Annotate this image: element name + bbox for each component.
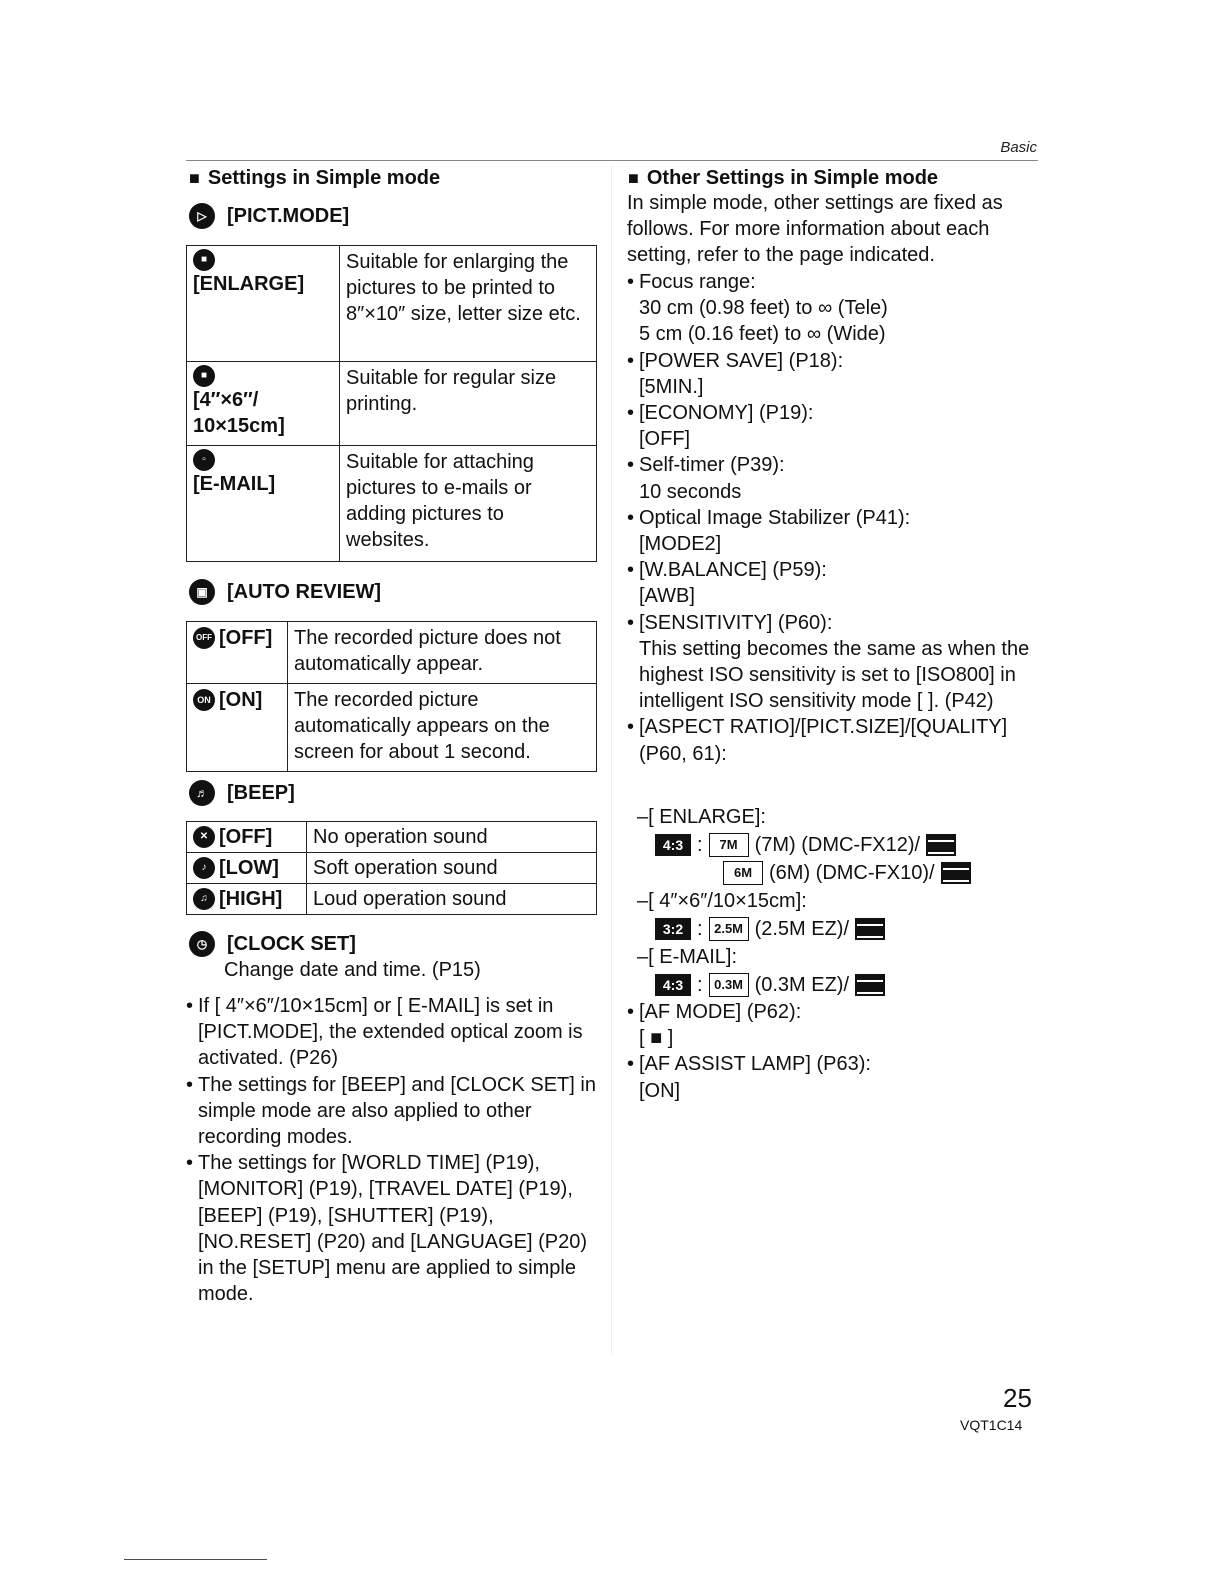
list-item: • The settings for [BEEP] and [CLOCK SET] in simple mode are also applied to other recording modes. [186,1072,598,1151]
ratio-badge: 4:3 [655,974,691,996]
beep-heading: ♬ [BEEP] [189,780,295,806]
auto-review-icon: ▣ [189,579,215,605]
email-icon: ▫ [193,449,215,471]
table-row: ✕ [OFF] No operation sound [187,822,597,853]
quality-fine-icon [926,834,956,856]
on-icon: ON [193,689,215,711]
right-intro: In simple mode, other settings are fixed as follows. For more information about each setting, refer to the page indicated. [627,192,1003,266]
right-settings-list-2 [627,999,1037,1104]
table-row: ■ [ENLARGE] Suitable for enlarging the pictures to be printed to 8″×10″ size, letter size etc. [187,246,597,362]
list-item: • [POWER SAVE] (P18): [5MIN.] [627,348,1037,400]
size-icon: 0.3M [709,973,749,997]
quality-standard-icon [855,974,885,996]
enlarge-line: –[ ENLARGE]: [637,806,766,828]
list-item: • [AF ASSIST LAMP] (P63): [ON] [627,1051,1037,1103]
enlarge-row-2: 6M (6M) (DMC-FX10)/ [637,859,1037,887]
list-item: • Focus range: 30 cm (0.98 feet) to ∞ (Tele) 5 cm (0.16 feet) to ∞ (Wide) [627,269,1037,348]
sound-off-icon: ✕ [193,826,215,848]
email-row: 4:3 : 0.3M (0.3M EZ)/ [637,971,1037,999]
enlarge-icon: ■ [193,249,215,271]
quality-standard-icon [855,918,885,940]
pict-mode-icon: ▷ [189,203,215,229]
section-label: Basic [1000,139,1037,156]
list-item: • [ECONOMY] (P19): [OFF] [627,400,1037,452]
auto-review-table [186,621,597,772]
clock-icon: ◷ [189,931,215,957]
sound-high-icon: ♫ [193,888,215,910]
header-rule [186,160,1038,161]
quality-fine-icon [941,862,971,884]
auto-review-heading: ▣ [AUTO REVIEW] [189,579,381,605]
size-icon: 2.5M [709,917,749,941]
bottom-rule [124,1559,267,1560]
table-row: ON [ON] The recorded picture automatically appears on the screen for about 1 second. [187,684,597,772]
ratio-badge: 4:3 [655,834,691,856]
sound-low-icon: ♪ [193,857,215,879]
off-icon: OFF [193,627,215,649]
list-item: • [W.BALANCE] (P59): [AWB] [627,557,1037,609]
beep-icon: ♬ [189,780,215,806]
left-section-title: ■ Settings in Simple mode [189,167,440,190]
enlarge-row-1: 4:3 : 7M (7M) (DMC-FX12)/ [637,831,1037,859]
list-item: • The settings for [WORLD TIME] (P19), [MONITOR] (P19), [TRAVEL DATE] (P19), [BEEP] (P19), [SHUTTER] (P19), [NO.RESET] (P20) and [LANGUAGE] (P20) in the [SETUP] menu are applied to simple mode. [186,1150,598,1307]
list-item: • If [ 4″×6″/10×15cm] or [ E-MAIL] is set in [PICT.MODE], the extended optical zoom is activated. (P26) [186,993,598,1072]
table-row: ▫ [E-MAIL] Suitable for attaching pictures to e-mails or adding pictures to websites. [187,446,597,562]
document-code: VQT1C14 [960,1417,1023,1433]
print-row: 3:2 : 2.5M (2.5M EZ)/ [637,915,1037,943]
clock-set-desc: Change date and time. (P15) [224,959,481,981]
right-section-title: ■ Other Settings in Simple mode [628,167,938,190]
beep-table [186,821,597,915]
left-notes [186,993,598,1307]
print-line: –[ 4″×6″/10×15cm]: [637,890,807,912]
table-row: ■ [4″×6″/ 10×15cm] Suitable for regular size printing. [187,362,597,446]
clock-set-heading: ◷ [CLOCK SET] [189,931,356,957]
page-number: 25 [1003,1383,1032,1413]
pict-mode-heading: ▷ [PICT.MODE] [189,203,349,229]
column-divider [611,165,612,1355]
size-icon: 6M [723,861,763,885]
aspect-ratio-block [637,803,1037,999]
email-line: –[ E-MAIL]: [637,946,738,968]
list-item: • [AF MODE] (P62): [ ■ ] [627,999,1037,1051]
pict-mode-table [186,245,597,562]
size-icon: 7M [709,833,749,857]
print-size-icon: ■ [193,365,215,387]
list-item: • Self-timer (P39): 10 seconds [627,452,1037,504]
table-row: ♫ [HIGH] Loud operation sound [187,884,597,915]
ratio-badge: 3:2 [655,918,691,940]
table-row: OFF [OFF] The recorded picture does not automatically appear. [187,622,597,684]
list-item: • Optical Image Stabilizer (P41): [MODE2] [627,505,1037,557]
right-settings-list [627,269,1037,767]
table-row: ♪ [LOW] Soft operation sound [187,853,597,884]
list-item: • [SENSITIVITY] (P60): This setting becomes the same as when the highest ISO sensitivity is set to [ISO800] in intelligent ISO sensitivity mode [ ]. (P42) [627,610,1037,715]
list-item: • [ASPECT RATIO]/[PICT.SIZE]/[QUALITY] (P60, 61): [627,714,1037,766]
